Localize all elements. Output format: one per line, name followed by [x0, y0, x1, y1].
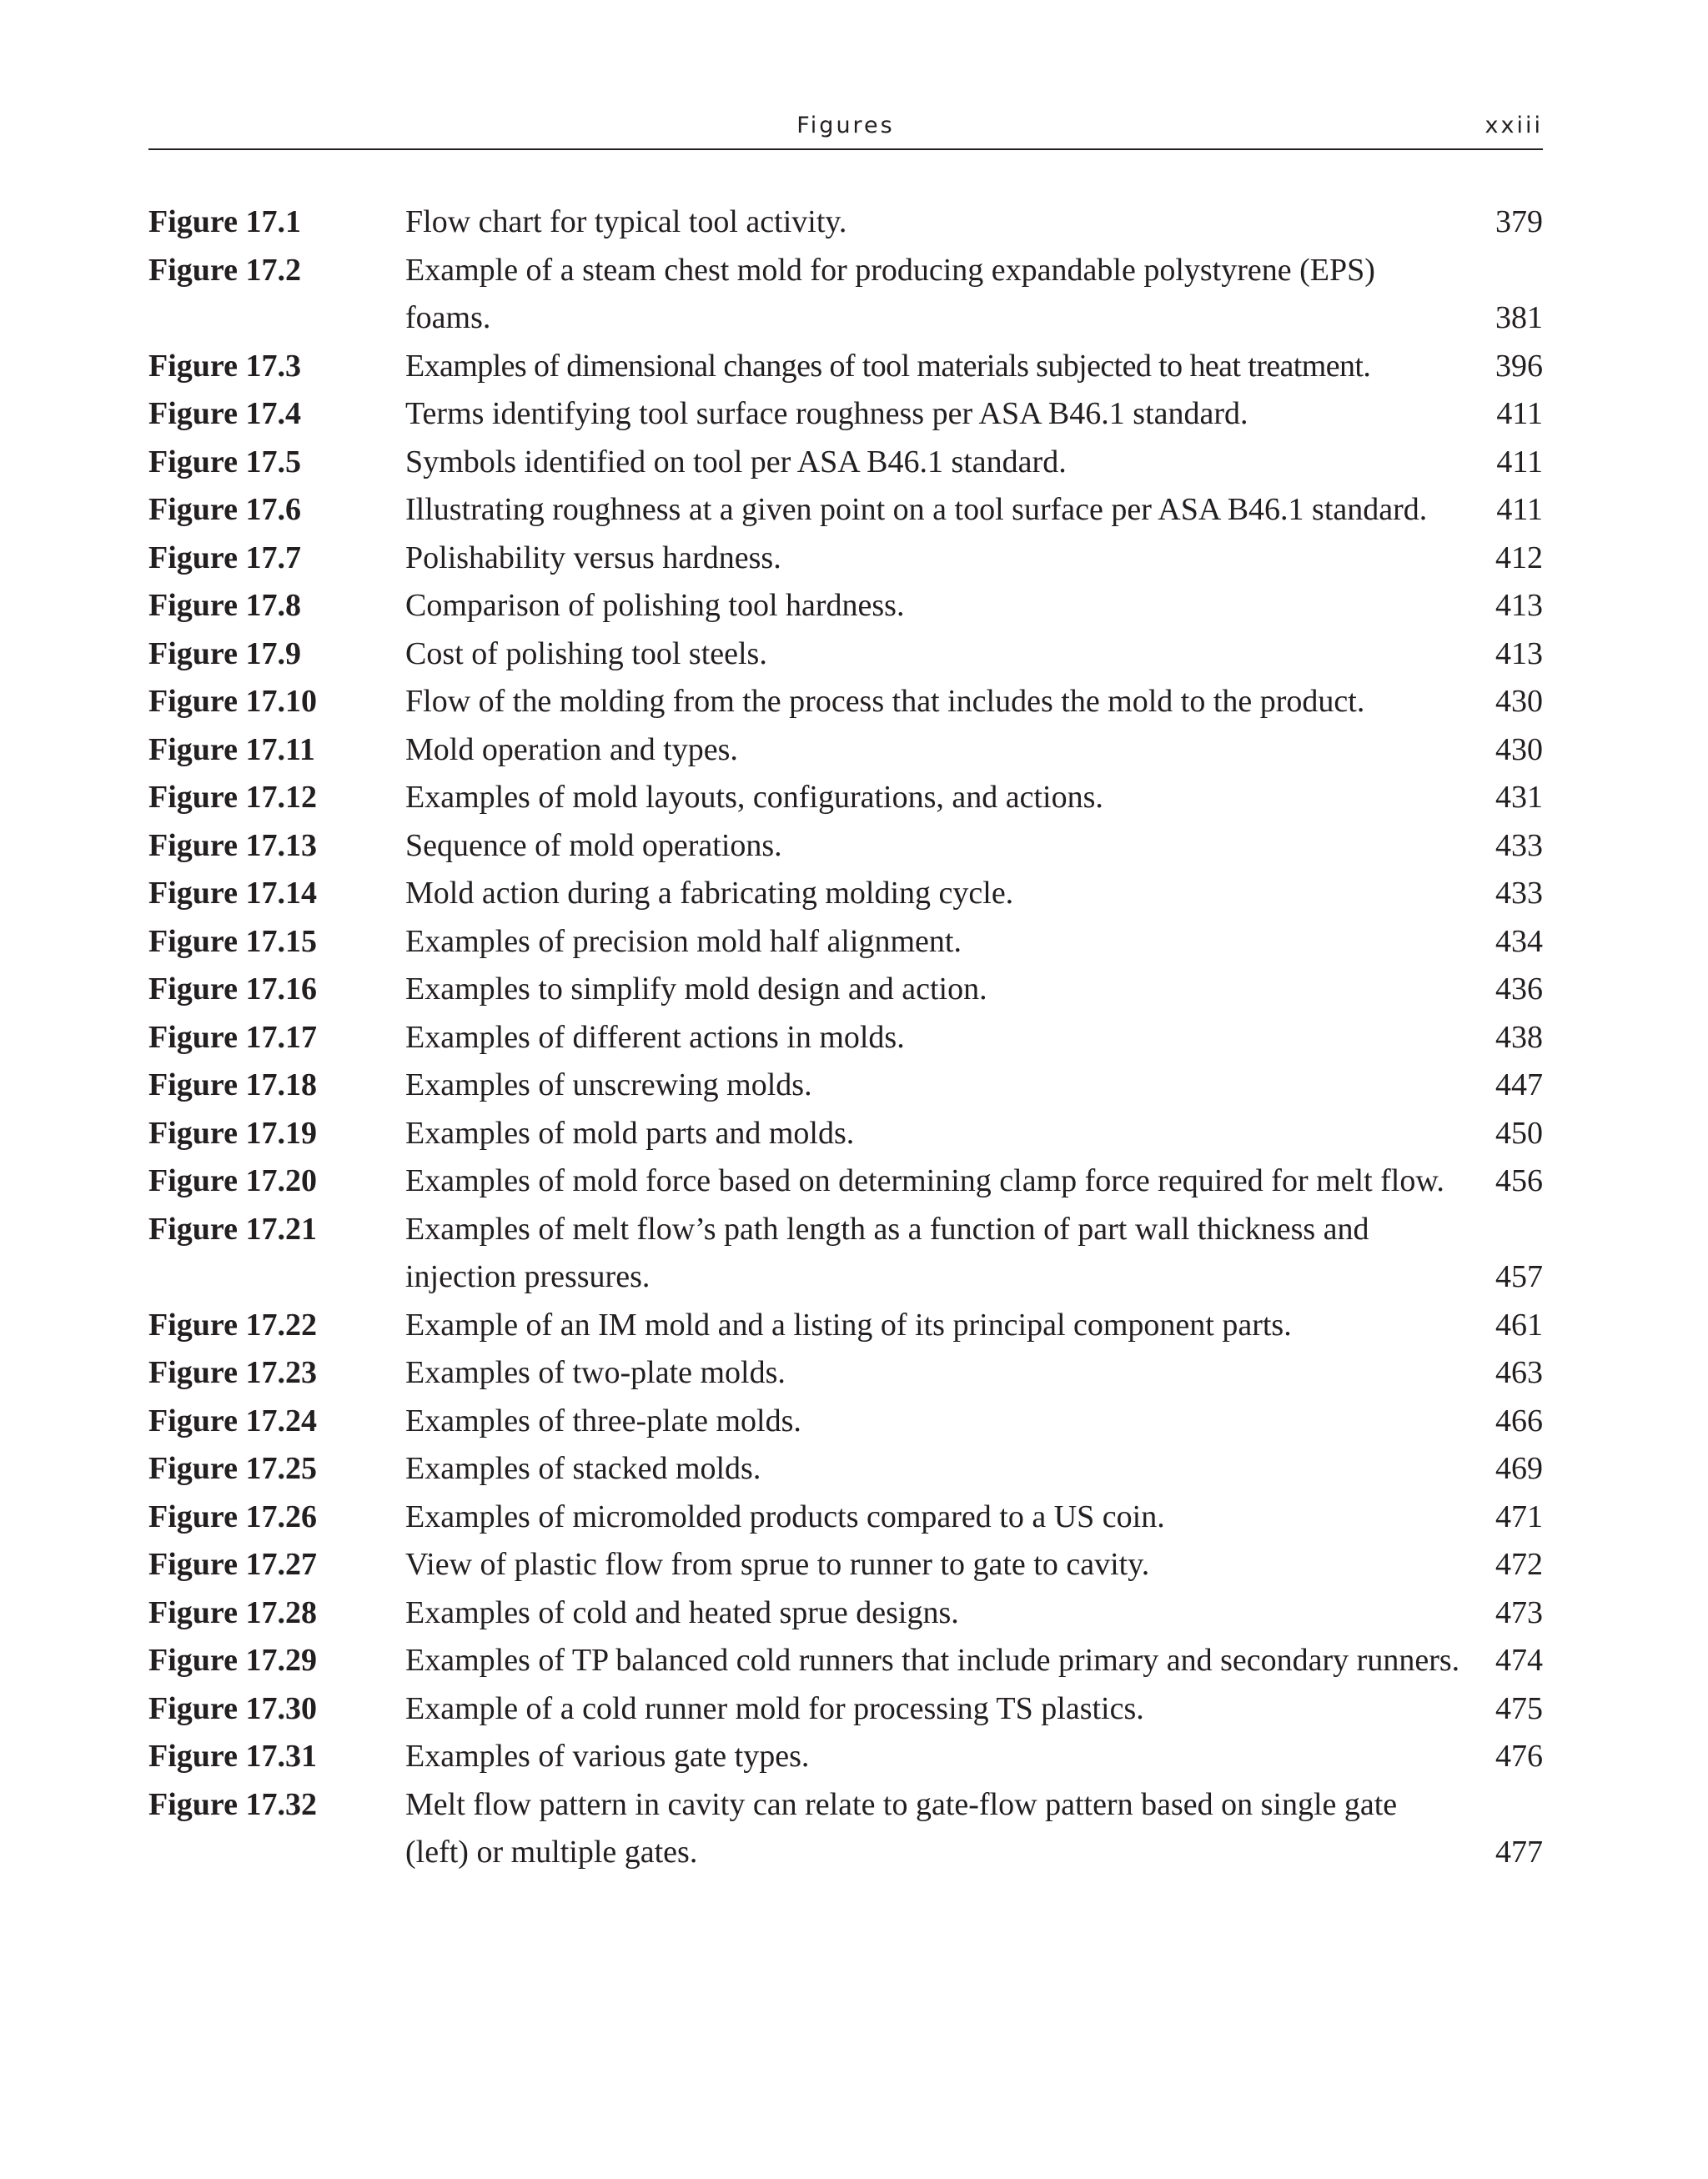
figure-caption: Examples of three-plate molds.	[405, 1403, 801, 1438]
figure-entry	[148, 1445, 1543, 1494]
figure-caption: Polishability versus hardness.	[405, 540, 781, 575]
figure-caption: Sequence of mold operations.	[405, 827, 782, 863]
figure-page: 396	[1495, 348, 1543, 384]
figure-label: Figure 17.3	[148, 348, 301, 384]
figure-caption: Flow of the molding from the process that includes the mold to the product.	[405, 684, 1365, 719]
figure-entry	[148, 822, 1543, 871]
figure-caption: Illustrating roughness at a given point on a tool surface per ASA B46.1 standard.	[405, 492, 1428, 527]
figure-page: 413	[1495, 635, 1543, 671]
figure-entry	[148, 1110, 1543, 1158]
figure-page: 473	[1495, 1594, 1543, 1630]
figure-label: Figure 17.8	[148, 588, 301, 623]
figure-label: Figure 17.15	[148, 923, 317, 959]
figure-page: 463	[1495, 1355, 1543, 1390]
figure-entry	[148, 630, 1543, 679]
figure-caption: Examples of micromolded products compared to a US coin.	[405, 1499, 1165, 1534]
figure-caption: Mold action during a fabricating molding cycle.	[405, 876, 1014, 911]
figure-page: 477	[1495, 1835, 1543, 1870]
figure-label: Figure 17.2	[148, 252, 301, 288]
running-head-title: Figures	[796, 113, 895, 138]
figure-label: Figure 17.17	[148, 1019, 317, 1055]
figure-page: 431	[1495, 780, 1543, 815]
figure-page: 411	[1496, 444, 1543, 479]
figure-page: 471	[1495, 1499, 1543, 1534]
figure-page: 438	[1495, 1019, 1543, 1055]
figure-caption: Flow chart for typical tool activity.	[405, 204, 847, 239]
figure-caption: Examples of different actions in molds.	[405, 1019, 905, 1055]
figure-page: 450	[1495, 1115, 1543, 1151]
figure-label: Figure 17.9	[148, 635, 301, 671]
figure-entry	[148, 1685, 1543, 1734]
figure-entry	[148, 1302, 1543, 1350]
figure-label: Figure 17.13	[148, 827, 317, 863]
figure-label: Figure 17.1	[148, 204, 301, 239]
figure-caption: Examples of various gate types.	[405, 1739, 810, 1774]
figure-page: 411	[1496, 396, 1543, 431]
figure-caption: Examples of precision mold half alignment.	[405, 923, 962, 959]
figure-caption: Examples of TP balanced cold runners that include primary and secondary runners.	[405, 1643, 1460, 1678]
figure-caption: Examples of dimensional changes of tool materials subjected to heat treatment.	[405, 348, 1371, 384]
figure-entry	[148, 390, 1543, 439]
figure-label: Figure 17.7	[148, 540, 301, 575]
figure-entry	[148, 1014, 1543, 1062]
figure-entry	[148, 1157, 1543, 1206]
figure-entry	[148, 1637, 1543, 1685]
figure-page: 476	[1495, 1739, 1543, 1774]
figure-label: Figure 17.18	[148, 1067, 317, 1102]
figure-label: Figure 17.24	[148, 1403, 317, 1438]
figure-entry	[148, 247, 1543, 343]
figure-page: 433	[1495, 876, 1543, 911]
figure-entry	[148, 678, 1543, 726]
figure-label: Figure 17.5	[148, 444, 301, 479]
figure-page: 461	[1495, 1307, 1543, 1343]
figure-caption: Examples of unscrewing molds.	[405, 1067, 812, 1102]
figure-label: Figure 17.30	[148, 1690, 317, 1726]
running-head	[148, 113, 1543, 150]
figure-entry	[148, 198, 1543, 247]
figure-page: 469	[1495, 1451, 1543, 1486]
figure-caption: Examples of melt flow’s path length as a function of part wall thickness and injection pressures.	[405, 1211, 1369, 1294]
figure-page: 436	[1495, 972, 1543, 1007]
figure-page: 411	[1496, 492, 1543, 527]
figure-label: Figure 17.25	[148, 1451, 317, 1486]
figure-page: 447	[1495, 1067, 1543, 1102]
figure-label: Figure 17.31	[148, 1739, 317, 1774]
figure-label: Figure 17.11	[148, 731, 315, 767]
figure-label: Figure 17.28	[148, 1594, 317, 1630]
figure-caption: Symbols identified on tool per ASA B46.1 standard.	[405, 444, 1067, 479]
figure-caption: Melt flow pattern in cavity can relate to gate-flow pattern based on single gate (left) or multiple gates.	[405, 1786, 1398, 1870]
figure-label: Figure 17.27	[148, 1547, 317, 1582]
figure-caption: Cost of polishing tool steels.	[405, 635, 767, 671]
figure-label: Figure 17.19	[148, 1115, 317, 1151]
figure-caption: Example of an IM mold and a listing of its principal component parts.	[405, 1307, 1292, 1343]
figure-caption: Examples of mold force based on determining clamp force required for melt flow.	[405, 1163, 1444, 1198]
figure-entry	[148, 1733, 1543, 1781]
figure-caption: Examples of two-plate molds.	[405, 1355, 786, 1390]
figure-label: Figure 17.14	[148, 876, 317, 911]
figure-page: 466	[1495, 1403, 1543, 1438]
figure-caption: Example of a steam chest mold for producing expandable polystyrene (EPS) foams.	[405, 252, 1375, 335]
figure-page: 412	[1495, 540, 1543, 575]
figure-page: 456	[1495, 1163, 1543, 1198]
figure-entry	[148, 726, 1543, 775]
figure-label: Figure 17.29	[148, 1643, 317, 1678]
figure-entry	[148, 870, 1543, 918]
figure-label: Figure 17.6	[148, 492, 301, 527]
figure-entry	[148, 1349, 1543, 1398]
figure-caption: Mold operation and types.	[405, 731, 738, 767]
figure-caption: Examples of cold and heated sprue designs.	[405, 1594, 959, 1630]
figure-page: 457	[1495, 1259, 1543, 1294]
figure-page: 433	[1495, 827, 1543, 863]
figure-entry	[148, 582, 1543, 630]
figure-entry	[148, 439, 1543, 487]
figure-page: 434	[1495, 923, 1543, 959]
figure-label: Figure 17.10	[148, 684, 317, 719]
figure-label: Figure 17.16	[148, 972, 317, 1007]
figure-page: 413	[1495, 588, 1543, 623]
figure-page: 381	[1495, 300, 1543, 335]
figure-entry	[148, 343, 1543, 391]
figure-caption: Terms identifying tool surface roughness per ASA B46.1 standard.	[405, 396, 1248, 431]
figure-label: Figure 17.23	[148, 1355, 317, 1390]
figure-entry	[148, 486, 1543, 535]
figure-entry	[148, 918, 1543, 966]
figure-entry	[148, 1781, 1543, 1877]
figure-page: 379	[1495, 204, 1543, 239]
figure-caption: Examples to simplify mold design and action.	[405, 972, 987, 1007]
figure-entry	[148, 1062, 1543, 1110]
figure-label: Figure 17.4	[148, 396, 301, 431]
figure-label: Figure 17.22	[148, 1307, 317, 1343]
figure-entry	[148, 966, 1543, 1014]
figure-entry	[148, 774, 1543, 822]
figure-page: 475	[1495, 1690, 1543, 1726]
figure-page: 472	[1495, 1547, 1543, 1582]
figure-caption: Examples of mold layouts, configurations, and actions.	[405, 780, 1103, 815]
figure-label: Figure 17.12	[148, 780, 317, 815]
figure-page: 430	[1495, 731, 1543, 767]
figure-caption: Examples of mold parts and molds.	[405, 1115, 855, 1151]
figure-label: Figure 17.21	[148, 1211, 317, 1247]
figure-caption: Comparison of polishing tool hardness.	[405, 588, 905, 623]
figure-entry	[148, 535, 1543, 583]
figure-label: Figure 17.20	[148, 1163, 317, 1198]
figure-caption: View of plastic flow from sprue to runner to gate to cavity.	[405, 1547, 1150, 1582]
page-number: xxiii	[1484, 113, 1543, 138]
figure-caption: Examples of stacked molds.	[405, 1451, 761, 1486]
figure-entry	[148, 1494, 1543, 1542]
figure-label: Figure 17.32	[148, 1786, 317, 1822]
figure-page: 430	[1495, 684, 1543, 719]
figure-entry	[148, 1589, 1543, 1638]
figure-entry	[148, 1398, 1543, 1446]
list-of-figures	[148, 198, 1543, 1877]
figure-page: 474	[1495, 1643, 1543, 1678]
figure-label: Figure 17.26	[148, 1499, 317, 1534]
figure-entry	[148, 1541, 1543, 1589]
figure-caption: Example of a cold runner mold for processing TS plastics.	[405, 1690, 1144, 1726]
figure-entry	[148, 1206, 1543, 1302]
